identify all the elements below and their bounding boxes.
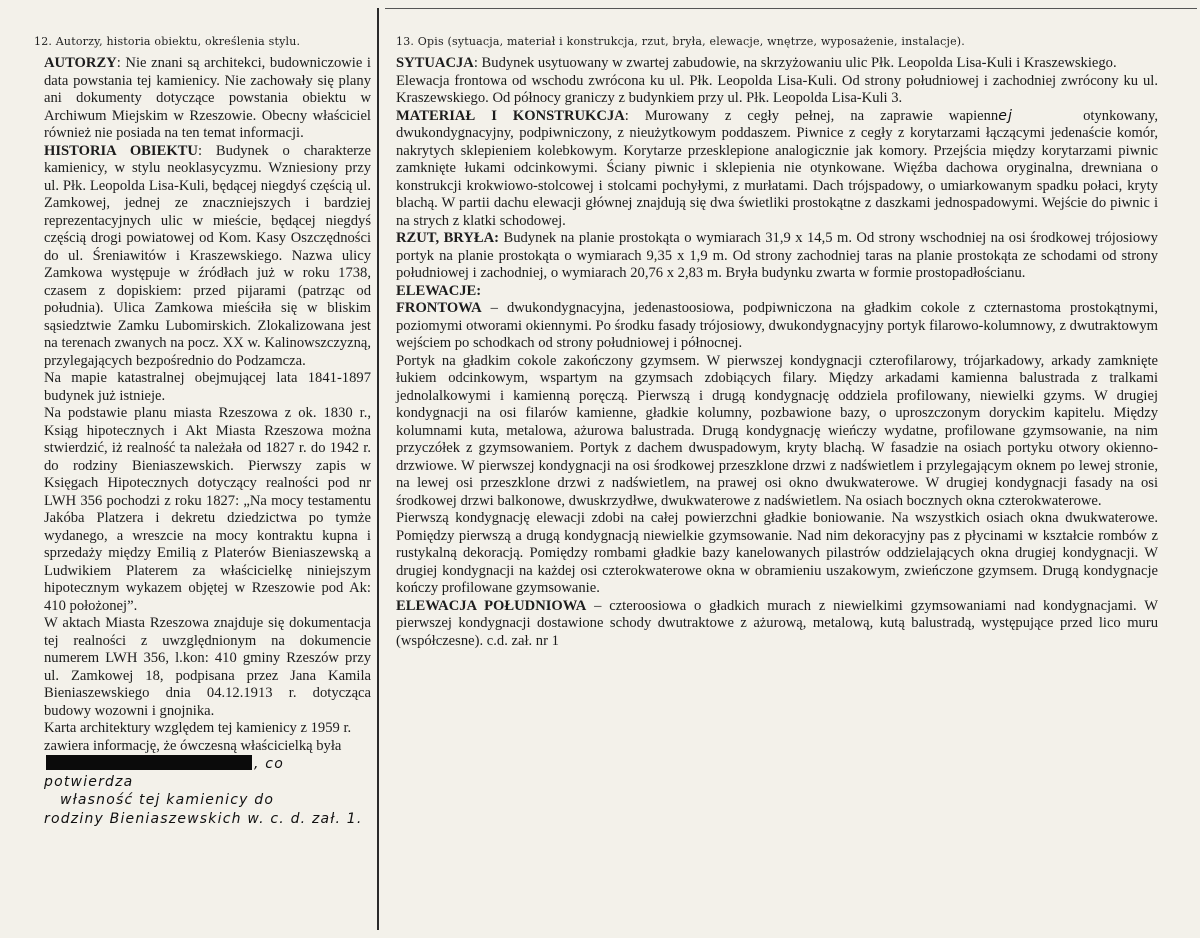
rzut-paragraph bbox=[396, 230, 1158, 283]
karta-text: Karta architektury względem tej kamienicy z 1959 r. zawiera informację, że ówczesną właścicielką była bbox=[44, 720, 352, 754]
autorzy-paragraph bbox=[44, 55, 371, 143]
top-rule bbox=[385, 8, 1197, 9]
poludniowa-paragraph bbox=[396, 598, 1158, 651]
material-label: MATERIAŁ I KONSTRUKCJA bbox=[396, 107, 625, 124]
portyk-paragraph: Portyk na gładkim cokole zakończony gzymsem. W pierwszej kondygnacji czterofilarowy, trójarkadowy, arkady zamknięte łukiem odcinkowym, wspartym na gzymsach zdobiących filary. Między arkadami kamienna balustrada z tralkami jednolalkowymi i kamienną poręczą. Pierwszą i drugą kondygnację oddziela profilowany, niewielki gzyms. W drugiej kondygnacji na osi filarów kamienne, gładkie kolumny, pozbawione bazy, o uproszczonym doryckim kapitelu. Między kolumnami kuta, metalowa, ażurowa balustrada. Drugą kondygnację wieńczy wydatne, profilowane gzymsowanie, na nim przyczółek z gzymsowaniem. Portyk z dachem dwuspadowym, kryty blachą. W fasadzie na osiach portyku otwory okienno-drzwiowe. W pierwszej kondygnacji na osi środkowej przeszklone drzwi z nadświetlem i przylegającym oknem po lewej stronie, na lewej osi przeszklone drzwi z nadświetlem, na prawej osi okno dwukwaterowe. W drugiej kondygnacji fasady na osi środkowej drzwi balkonowe, dwuskrzydłwe, dwukwaterowe z nadświetlem. Na osiach bocznych okna czterokwaterowe. bbox=[396, 352, 1158, 509]
historia-label: HISTORIA OBIEKTU bbox=[44, 142, 198, 159]
section-13-heading: 13. Opis (sytuacja, materiał i konstrukcja, rzut, bryła, elewacje, wnętrze, wyposażenie, instalacje). bbox=[396, 35, 965, 48]
handwritten-note-3: rodziny Bieniaszewskich w. c. d. zał. 1. bbox=[44, 810, 363, 827]
sytuacja-paragraph bbox=[396, 55, 1158, 73]
column-divider bbox=[377, 8, 379, 930]
elewacje-label: ELEWACJE: bbox=[396, 282, 482, 299]
sytuacja-label: SYTUACJA bbox=[396, 55, 474, 71]
section-12-heading: 12. Autorzy, historia obiektu, określenia stylu. bbox=[34, 35, 301, 48]
elewacja-frontowa-paragraph: Elewacja frontowa od wschodu zwrócona ku ul. Płk. Leopolda Lisa-Kuli. Od strony południowej i zachodniej zwrócony ku ul. Kraszewskiego. Od północy graniczy z budynkiem przy ul. Płk. Leopolda Lisa-Kuli 3. bbox=[396, 72, 1158, 106]
poludniowa-text: – czteroosiowa o gładkich murach z niewielkimi gzymsowaniami nad kondygnacjami. W pierwszej kondygnacji dostawione schody dwutraktowe z ażurową, metalową, kutą balustradą, występujące przed lico muru (współczesne). c.d. zał. nr 1 bbox=[396, 597, 1158, 649]
plan-paragraph: Na podstawie planu miasta Rzeszowa z ok. 1830 r., Ksiąg hipotecznych i Akt Miasta Rzeszowa można stwierdzić, iż realność ta należała od 1827 r. do 1942 r. do rodziny Bieniaszewskich. Pierwszy zapis w Księgach Hipotecznych dotyczący realności pod nr LWH 356 pochodzi z roku 1827: „Na mocy testamentu Jakóba Platzera i dekretu dziedzictwa po tymże wydanego, a wreszcie na mocy kontraktu kupna i sprzedaży między Emilią z Platerów Bieniaszewską a Ludwikiem Platerem za właścicielkę niniejszym hipotecznym wykazem objętej w Rzeszowie pod Ak: 410 położonej”. bbox=[44, 405, 371, 614]
left-column bbox=[44, 55, 371, 828]
sytuacja-text: : Budynek usytuowany w zwartej zabudowie, na skrzyżowaniu ulic Płk. Leopolda Lisa-Kuli i Kraszewskiego. bbox=[473, 55, 1117, 71]
akta-paragraph: W aktach Miasta Rzeszowa znajduje się dokumentacja tej realności z uwzględnionym na dokumencie numerem LWH 356, l.kon: 410 gminy Rzeszów przy ul. Zamkowej 18, podpisana przez Jana Kamila Bieniaszewskiego dnia 04.12.1913 r. dotycząca budowy wozowni i gnojnika. bbox=[44, 615, 371, 719]
material-text-1: : Murowany z cegły pełnej, na zaprawie wapienn bbox=[624, 107, 999, 124]
handwritten-note-2: własność tej kamienicy do bbox=[60, 792, 275, 808]
right-column bbox=[396, 55, 1158, 650]
karta-paragraph bbox=[44, 720, 371, 828]
rzut-text: Budynek na planie prostokąta o wymiarach 31,9 x 14,5 m. Od strony wschodniej na osi środkowej trójosiowy portyk na planie prostokąta o wymiarach 9,35 x 1,9 m. Od strony zachodniej taras na planie prostokąta ze schodami od strony południowej i zachodniej, o wymiarach 20,76 x 2,83 m. Bryła budynku zwarta w formie prostopadłościanu. bbox=[396, 230, 1158, 281]
redaction-bar bbox=[46, 755, 252, 770]
mapa-paragraph: Na mapie katastralnej obejmującej lata 1841-1897 budynek już istnieje. bbox=[44, 370, 371, 404]
material-text-2: otynkowany, dwukondygnacyjny, podpiwniczony, z nieużytkowym poddaszem. Piwnice z cegły z korytarzami łączącymi jedenaście komór, nakrytych sklepieniem kolebkowym. Korytarze przesklepione analogicznie jak komory. Przejścia między korytarzami piwnic zamknięte łukami odcinkowymi. Ściany piwnic i sklepienia nie otynkowane. Więźba dachowa oryginalna, drewniana o konstrukcji krokwiowo-stolcowej i stolcami pochyłymi, z murłatami. Dach trójspadowy, o umiarkowanym spadku połaci, kryty blachą. W partii dachu elewacji głównej znajdują się dwa świetliki prostokątne z daszkami jednospadowymi. Wejście do piwnic i na strych z klatki schodowej. bbox=[396, 107, 1158, 229]
poludniowa-label: ELEWACJA POŁUDNIOWA bbox=[396, 597, 587, 614]
material-handwritten: ej bbox=[998, 107, 1014, 124]
autorzy-text: : Nie znani są architekci, budowniczowie i data powstania tej kamienicy. Nie zachowały się plany ani dokumenty dotyczące powstania obiektu w Archiwum Miejskim w Rzeszowie. Obecny właściciel również nie posiada na ten temat informacji. bbox=[44, 55, 371, 141]
handwritten-note-1: , co potwierdza bbox=[44, 756, 284, 790]
autorzy-label: AUTORZY bbox=[44, 55, 117, 71]
rzut-label: RZUT, BRYŁA: bbox=[396, 230, 499, 246]
historia-text: : Budynek o charakterze kamienicy, w stylu neoklasycyzmu. Wzniesiony przy ul. Płk. Leopolda Lisa-Kuli, będącej niegdyś częścią ul. Zamkowej, jednej ze znaczniejszych i bardziej reprezentacyjnych ulic w mieście, będącej niegdyś częścią drogi powiatowej od Kom. Kasy Oszczędności do ul. Śreniawitów i Kraszewskiego. Nazwa ulicy Zamkowa występuje w źródłach już w roku 1738, czasem z dopiskiem: przed pijarami (patrząc od południa). Ulica Zamkowa mieściła się w bliskim sąsiedztwie Zamku Lubomirskich. Zlokalizowana jest na terenach zwanych na pocz. XX w. Kalinowszczyzną, przylegających bezpośrednio do Podzamcza. bbox=[44, 142, 371, 369]
pierwsza-kondygnacja-paragraph: Pierwszą kondygnację elewacji zdobi na całej powierzchni gładkie boniowanie. Na wszystkich osiach okna dwukwaterowe. Pomiędzy pierwszą a drugą kondygnacją niewielkie gzymsowanie. Nad nim dekoracyjny pas z płycinami w kształcie rombów z rustykalną dekoracją. Pomiędzy rombami gładkie bazy kanelowanych pilastrów oddzielających okna drugiej kondygnacji. W drugiej kondygnacji na każdej osi czterokwaterowe okna w obramieniu uszakowym, zwieńczone gzymsem. Drugą kondygnacje kończy profilowane gzymsowanie. bbox=[396, 510, 1158, 596]
frontowa-text: – dwukondygnacyjna, jedenastoosiowa, podpiwniczona na gładkim cokole z czternastoma prostokątnymi, poziomymi otworami okiennymi. Po środku fasady trójosiowy, dwukondygnacyjny portyk filarowo-kolumnowy, z dwutraktowym wejściem po schodkach od strony południowej i północnej. bbox=[396, 300, 1158, 351]
material-paragraph bbox=[396, 108, 1158, 231]
historia-paragraph bbox=[44, 143, 371, 371]
frontowa-paragraph bbox=[396, 300, 1158, 353]
frontowa-label: FRONTOWA bbox=[396, 300, 482, 316]
